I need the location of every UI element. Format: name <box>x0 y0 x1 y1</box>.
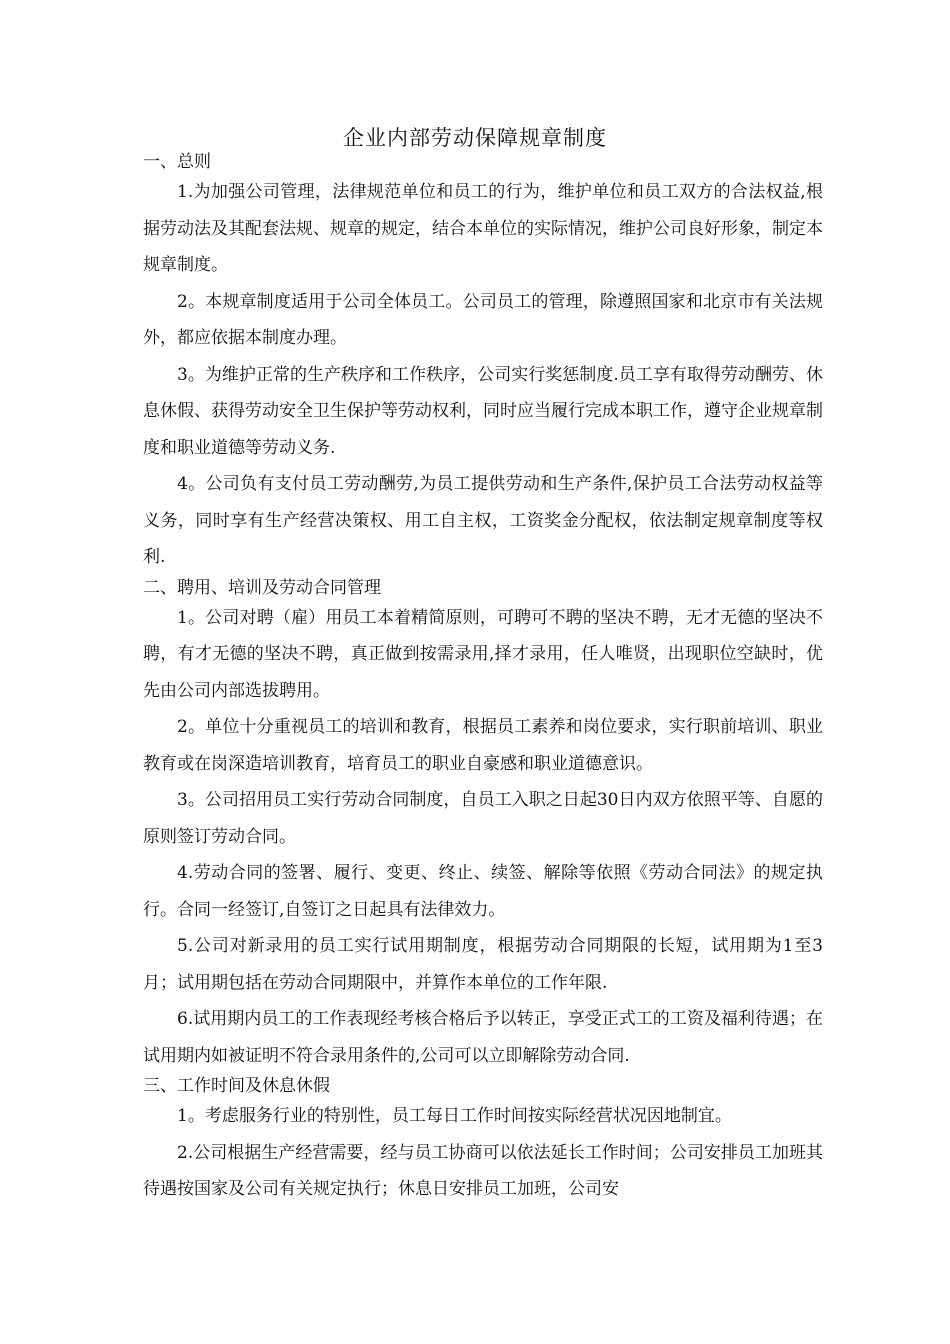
paragraph: 2.公司根据生产经营需要，经与员工协商可以依法延长工作时间；公司安排员工加班其待遇按国家及公司有关规定执行；休息日安排员工加班，公司安 <box>143 1142 823 1199</box>
section-general <box>143 150 823 576</box>
paragraph: 4。公司负有支付员工劳动酬劳,为员工提供劳动和生产条件,保护员工合法劳动权益等义务，同时享有生产经营决策权、用工自主权，工资奖金分配权，依法制定规章制度等权利. <box>143 474 823 567</box>
paragraph: 2。单位十分重视员工的培训和教育，根据员工素养和岗位要求，实行职前培训、职业教育或在岗深造培训教育，培育员工的职业自豪感和职业道德意识。 <box>143 717 823 774</box>
paragraph: 3。公司招用员工实行劳动合同制度，自员工入职之日起30日内双方依照平等、自愿的原则签订劳动合同。 <box>143 790 823 847</box>
paragraph: 6.试用期内员工的工作表现经考核合格后予以转正，享受正式工的工资及福利待遇；在试用期内如被证明不符合录用条件的,公司可以立即解除劳动合同. <box>143 1009 823 1066</box>
document-title: 企业内部劳动保障规章制度 <box>343 126 607 150</box>
section-heading: 三、工作时间及休息休假 <box>143 1076 330 1096</box>
paragraph: 1.为加强公司管理，法律规范单位和员工的行为，维护单位和员工双方的合法权益,根据劳动法及其配套法规、规章的规定，结合本单位的实际情况，维护公司良好形象，制定本规章制度。 <box>143 182 823 275</box>
section-employment <box>143 576 823 1075</box>
paragraph: 5.公司对新录用的员工实行试用期制度，根据劳动合同期限的长短，试用期为1至3月；试用期包括在劳动合同期限中，并算作本单位的工作年限. <box>143 936 823 993</box>
section-working-hours <box>143 1074 823 1208</box>
paragraph: 1。公司对聘（雇）用员工本着精简原则，可聘可不聘的坚决不聘，无才无德的坚决不聘，有才无德的坚决不聘，真正做到按需录用,择才录用，任人唯贤，出现职位空缺时，优先由公司内部选拔聘用。 <box>143 607 823 701</box>
paragraph: 1。考虑服务行业的特别性，员工每日工作时间按实际经营状况因地制宜。 <box>177 1106 732 1126</box>
paragraph: 4.劳动合同的签署、履行、变更、终止、续签、解除等依照《劳动合同法》的规定执行。合同一经签订,自签订之日起具有法律效力。 <box>143 863 823 920</box>
paragraph: 2。本规章制度适用于公司全体员工。公司员工的管理，除遵照国家和北京市有关法规外，都应依据本制度办理。 <box>143 291 823 348</box>
document-body <box>143 150 823 1208</box>
section-heading: 二、聘用、培训及劳动合同管理 <box>143 577 381 598</box>
section-heading: 一、总则 <box>143 152 211 172</box>
paragraph: 3。为维护正常的生产秩序和工作秩序，公司实行奖惩制度.员工享有取得劳动酬劳、休息休假、获得劳动安全卫生保护等劳动权利，同时应当履行完成本职工作，遵守企业规章制度和职业道德等劳动义务. <box>143 364 823 458</box>
